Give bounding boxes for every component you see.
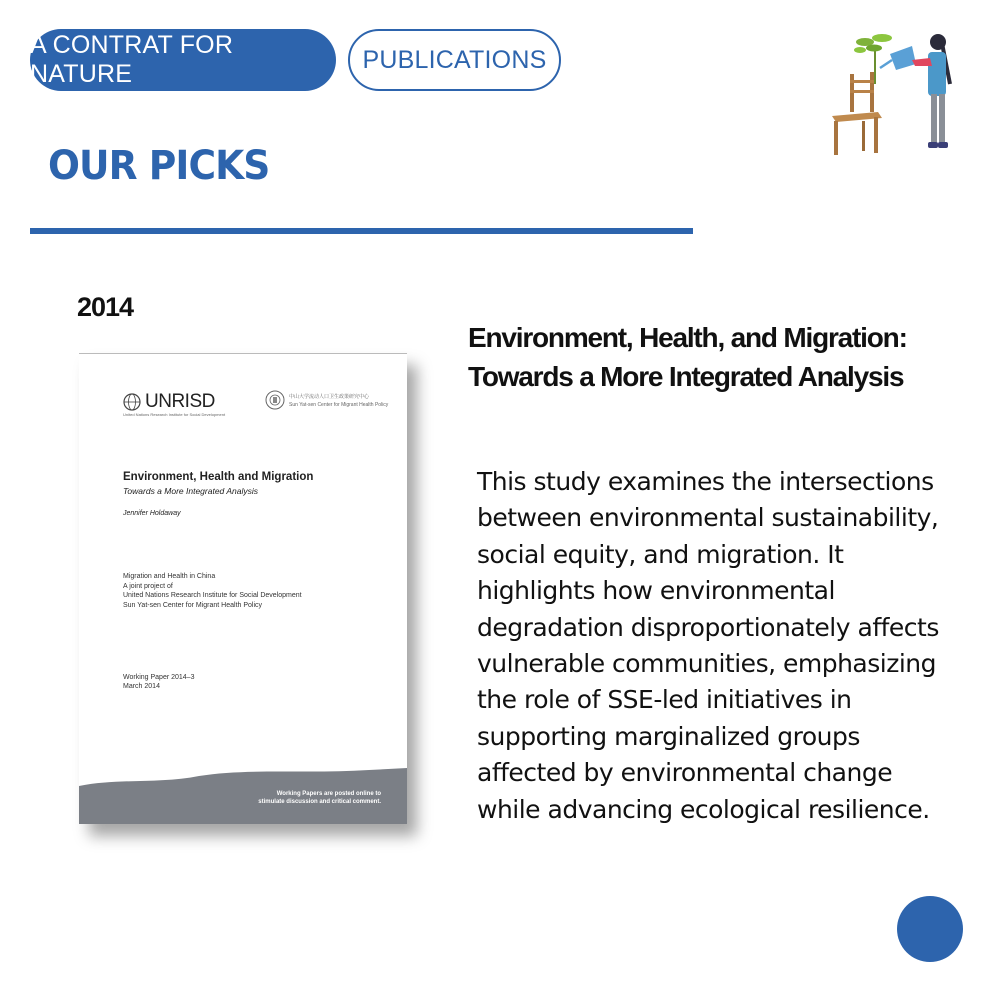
decorative-circle (897, 896, 963, 962)
cover-project-line: Sun Yat-sen Center for Migrant Health Policy (123, 601, 263, 609)
cover-footer-line: stimulate discussion and critical comment. (258, 799, 381, 805)
cover-working-paper (123, 673, 194, 691)
tag-publications[interactable] (348, 29, 561, 91)
cover-project-line: Migration and Health in China (123, 573, 216, 580)
publication-cover[interactable] (79, 353, 407, 824)
tag-publications-label: PUBLICATIONS (362, 45, 547, 74)
cover-title: Environment, Health and Migration (123, 471, 314, 483)
tag-contract-for-nature-label: A CONTRAT FOR NATURE (30, 31, 234, 88)
publication-title[interactable]: Environment, Health, and Migration: Towards a More Integrated Analysis (468, 322, 907, 392)
watering-plant-illustration (820, 24, 970, 164)
cover-footer-line: Working Papers are posted online to (276, 791, 381, 797)
partner-name-cn: 中山大学流动人口卫生政策研究中心 (289, 393, 370, 400)
university-seal-icon (265, 390, 285, 410)
cover-project-line: United Nations Research Institute for Social Development (123, 592, 302, 599)
sysu-logo (265, 390, 388, 410)
cover-footer-note (258, 790, 381, 806)
tag-contract-for-nature[interactable] (30, 29, 336, 91)
cover-project-line: A joint project of (123, 582, 173, 590)
publication-description: This study examines the intersections between environmental sustainability, social equity, and migration. It highlights how environmental degradation disproportionately affects vulnerable communities, emphasizing the role of SSE-led initiatives in supporting marginalized groups affected by environmental change while advancing ecological resilience. (477, 467, 939, 824)
section-title: OUR PICKS (48, 143, 270, 189)
unrisd-logo (123, 391, 215, 413)
unrisd-subtitle: United Nations Research Institute for Social Development (123, 412, 226, 417)
unrisd-logo-text: UNRISD (145, 391, 215, 412)
cover-project-info (123, 572, 302, 610)
publication-year: 2014 (77, 292, 134, 322)
cover-subtitle: Towards a More Integrated Analysis (123, 486, 258, 496)
cover-paper-date: March 2014 (123, 683, 160, 690)
partner-name-en: Sun Yat-sen Center for Migrant Health Policy (289, 401, 389, 408)
cover-paper-number: Working Paper 2014–3 (123, 674, 195, 681)
un-globe-icon (123, 393, 141, 411)
section-divider (30, 228, 693, 234)
cover-author: Jennifer Holdaway (123, 510, 181, 517)
